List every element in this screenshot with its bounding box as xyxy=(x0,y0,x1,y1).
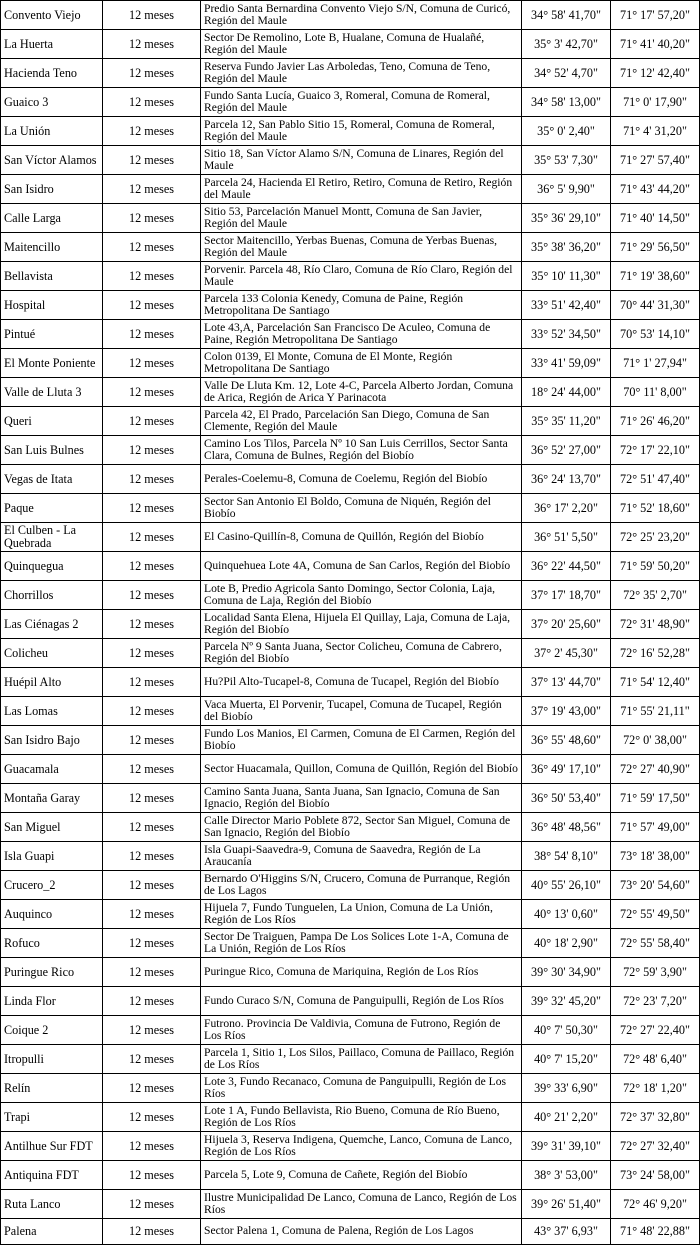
longitude-cell: 71° 48' 22,88" xyxy=(611,1219,700,1245)
address-cell: Lote 1 A, Fundo Bellavista, Rio Bueno, Comuna de Río Bueno, Región de Los Ríos xyxy=(201,1103,522,1132)
table-row xyxy=(1,30,700,59)
longitude-cell: 72° 27' 22,40" xyxy=(611,1016,700,1045)
longitude-cell: 72° 25' 23,20" xyxy=(611,523,700,552)
longitude-cell: 72° 16' 52,28" xyxy=(611,639,700,668)
table-row xyxy=(1,291,700,320)
latitude-cell: 36° 48' 48,56" xyxy=(522,813,611,842)
site-name-cell: Hospital xyxy=(1,291,103,320)
address-cell: Bernardo O'Higgins S/N, Crucero, Comuna de Purranque, Región de Los Lagos xyxy=(201,871,522,900)
table-row xyxy=(1,436,700,465)
longitude-cell: 72° 17' 22,10" xyxy=(611,436,700,465)
latitude-cell: 36° 55' 48,60" xyxy=(522,726,611,755)
latitude-cell: 36° 22' 44,50" xyxy=(522,552,611,581)
longitude-cell: 72° 59' 3,90" xyxy=(611,958,700,987)
sites-table-body xyxy=(1,1,700,1245)
longitude-cell: 72° 55' 58,40" xyxy=(611,929,700,958)
table-row xyxy=(1,349,700,378)
table-row xyxy=(1,1161,700,1190)
duration-cell: 12 meses xyxy=(103,175,201,204)
address-cell: Sector Huacamala, Quillon, Comuna de Quillón, Región del Biobío xyxy=(201,755,522,784)
table-row xyxy=(1,1045,700,1074)
latitude-cell: 40° 7' 50,30" xyxy=(522,1016,611,1045)
longitude-cell: 71° 29' 56,50" xyxy=(611,233,700,262)
duration-cell: 12 meses xyxy=(103,639,201,668)
table-row xyxy=(1,813,700,842)
duration-cell: 12 meses xyxy=(103,262,201,291)
address-cell: Parcela 12, San Pablo Sitio 15, Romeral, Comuna de Romeral, Región del Maule xyxy=(201,117,522,146)
longitude-cell: 71° 27' 57,40" xyxy=(611,146,700,175)
duration-cell: 12 meses xyxy=(103,349,201,378)
latitude-cell: 37° 20' 25,60" xyxy=(522,610,611,639)
address-cell: Sitio 18, San Víctor Alamo S/N, Comuna de Linares, Región del Maule xyxy=(201,146,522,175)
table-row xyxy=(1,88,700,117)
site-name-cell: Convento Viejo xyxy=(1,1,103,30)
table-row xyxy=(1,958,700,987)
site-name-cell: Guaico 3 xyxy=(1,88,103,117)
table-row xyxy=(1,465,700,494)
longitude-cell: 71° 19' 38,60" xyxy=(611,262,700,291)
address-cell: Parcela 133 Colonia Kenedy, Comuna de Paine, Región Metropolitana De Santiago xyxy=(201,291,522,320)
table-row xyxy=(1,320,700,349)
duration-cell: 12 meses xyxy=(103,117,201,146)
duration-cell: 12 meses xyxy=(103,610,201,639)
site-name-cell: Huépil Alto xyxy=(1,668,103,697)
longitude-cell: 72° 27' 40,90" xyxy=(611,755,700,784)
longitude-cell: 71° 57' 49,00" xyxy=(611,813,700,842)
address-cell: Camino Santa Juana, Santa Juana, San Ignacio, Comuna de San Ignacio, Región del Biobío xyxy=(201,784,522,813)
site-name-cell: San Isidro Bajo xyxy=(1,726,103,755)
site-name-cell: El Culben - La Quebrada xyxy=(1,523,103,552)
site-name-cell: El Monte Poniente xyxy=(1,349,103,378)
latitude-cell: 35° 53' 7,30" xyxy=(522,146,611,175)
table-row xyxy=(1,697,700,726)
address-cell: Calle Director Mario Poblete 872, Sector San Miguel, Comuna de San Ignacio, Región del Biobío xyxy=(201,813,522,842)
longitude-cell: 73° 18' 38,00" xyxy=(611,842,700,871)
site-name-cell: Paque xyxy=(1,494,103,523)
site-name-cell: La Huerta xyxy=(1,30,103,59)
address-cell: Valle De Lluta Km. 12, Lote 4-C, Parcela Alberto Jordan, Comuna de Arica, Región de Arica Y Parinacota xyxy=(201,378,522,407)
site-name-cell: Auquinco xyxy=(1,900,103,929)
duration-cell: 12 meses xyxy=(103,291,201,320)
longitude-cell: 70° 44' 31,30" xyxy=(611,291,700,320)
longitude-cell: 73° 24' 58,00" xyxy=(611,1161,700,1190)
latitude-cell: 39° 31' 39,10" xyxy=(522,1132,611,1161)
longitude-cell: 71° 55' 21,11" xyxy=(611,697,700,726)
table-row xyxy=(1,59,700,88)
site-name-cell: Valle de Lluta 3 xyxy=(1,378,103,407)
longitude-cell: 71° 12' 42,40" xyxy=(611,59,700,88)
latitude-cell: 40° 13' 0,60" xyxy=(522,900,611,929)
duration-cell: 12 meses xyxy=(103,552,201,581)
address-cell: Parcela 42, El Prado, Parcelación San Diego, Comuna de San Clemente, Región del Maule xyxy=(201,407,522,436)
site-name-cell: Vegas de Itata xyxy=(1,465,103,494)
longitude-cell: 71° 26' 46,20" xyxy=(611,407,700,436)
site-name-cell: San Luis Bulnes xyxy=(1,436,103,465)
duration-cell: 12 meses xyxy=(103,494,201,523)
latitude-cell: 38° 54' 8,10" xyxy=(522,842,611,871)
latitude-cell: 38° 3' 53,00" xyxy=(522,1161,611,1190)
address-cell: Porvenir. Parcela 48, Río Claro, Comuna de Río Claro, Región del Maule xyxy=(201,262,522,291)
table-row xyxy=(1,175,700,204)
table-row xyxy=(1,1016,700,1045)
latitude-cell: 40° 55' 26,10" xyxy=(522,871,611,900)
address-cell: Fundo Los Manios, El Carmen, Comuna de El Carmen, Región del Biobío xyxy=(201,726,522,755)
table-row xyxy=(1,581,700,610)
address-cell: Fundo Curaco S/N, Comuna de Panguipulli, Región de Los Ríos xyxy=(201,987,522,1016)
address-cell: Parcela Nº 9 Santa Juana, Sector Colicheu, Comuna de Cabrero, Región del Biobío xyxy=(201,639,522,668)
table-row xyxy=(1,552,700,581)
site-name-cell: Relín xyxy=(1,1074,103,1103)
table-row xyxy=(1,784,700,813)
address-cell: Fundo Santa Lucía, Guaico 3, Romeral, Comuna de Romeral, Región del Maule xyxy=(201,88,522,117)
duration-cell: 12 meses xyxy=(103,842,201,871)
longitude-cell: 71° 0' 17,90" xyxy=(611,88,700,117)
longitude-cell: 71° 1' 27,94" xyxy=(611,349,700,378)
duration-cell: 12 meses xyxy=(103,436,201,465)
duration-cell: 12 meses xyxy=(103,813,201,842)
address-cell: Futrono. Provincia De Valdivia, Comuna de Futrono, Región de Los Ríos xyxy=(201,1016,522,1045)
site-name-cell: Chorrillos xyxy=(1,581,103,610)
latitude-cell: 33° 52' 34,50" xyxy=(522,320,611,349)
site-name-cell: Antilhue Sur FDT xyxy=(1,1132,103,1161)
duration-cell: 12 meses xyxy=(103,581,201,610)
longitude-cell: 71° 41' 40,20" xyxy=(611,30,700,59)
duration-cell: 12 meses xyxy=(103,958,201,987)
duration-cell: 12 meses xyxy=(103,900,201,929)
latitude-cell: 36° 50' 53,40" xyxy=(522,784,611,813)
latitude-cell: 37° 2' 45,30" xyxy=(522,639,611,668)
duration-cell: 12 meses xyxy=(103,146,201,175)
duration-cell: 12 meses xyxy=(103,1,201,30)
table-row xyxy=(1,1190,700,1219)
site-name-cell: Pintué xyxy=(1,320,103,349)
table-row xyxy=(1,494,700,523)
table-row xyxy=(1,929,700,958)
site-name-cell: Guacamala xyxy=(1,755,103,784)
table-row xyxy=(1,1103,700,1132)
longitude-cell: 70° 11' 8,00" xyxy=(611,378,700,407)
site-name-cell: Antiquina FDT xyxy=(1,1161,103,1190)
site-name-cell: Ruta Lanco xyxy=(1,1190,103,1219)
latitude-cell: 34° 58' 41,70" xyxy=(522,1,611,30)
address-cell: Sector San Antonio El Boldo, Comuna de Niquén, Región del Biobío xyxy=(201,494,522,523)
address-cell: Camino Los Tilos, Parcela Nº 10 San Luis Cerrillos, Sector Santa Clara, Comuna de Bulnes, Región del Biobío xyxy=(201,436,522,465)
longitude-cell: 70° 53' 14,10" xyxy=(611,320,700,349)
site-name-cell: Colicheu xyxy=(1,639,103,668)
address-cell: Sector De Traiguen, Pampa De Los Solices Lote 1-A, Comuna de La Unión, Región de Los Ríos xyxy=(201,929,522,958)
site-name-cell: Isla Guapi xyxy=(1,842,103,871)
latitude-cell: 33° 41' 59,09" xyxy=(522,349,611,378)
site-name-cell: Itropulli xyxy=(1,1045,103,1074)
latitude-cell: 36° 24' 13,70" xyxy=(522,465,611,494)
address-cell: Lote B, Predio Agricola Santo Domingo, Sector Colonia, Laja, Comuna de Laja, Región del Biobío xyxy=(201,581,522,610)
address-cell: Colon 0139, El Monte, Comuna de El Monte, Región Metropolitana De Santiago xyxy=(201,349,522,378)
duration-cell: 12 meses xyxy=(103,987,201,1016)
latitude-cell: 39° 26' 51,40" xyxy=(522,1190,611,1219)
latitude-cell: 36° 5' 9,90" xyxy=(522,175,611,204)
latitude-cell: 36° 49' 17,10" xyxy=(522,755,611,784)
table-row xyxy=(1,842,700,871)
latitude-cell: 40° 7' 15,20" xyxy=(522,1045,611,1074)
longitude-cell: 72° 46' 9,20" xyxy=(611,1190,700,1219)
site-name-cell: Palena xyxy=(1,1219,103,1245)
latitude-cell: 35° 0' 2,40" xyxy=(522,117,611,146)
longitude-cell: 72° 31' 48,90" xyxy=(611,610,700,639)
address-cell: El Casino-Quillín-8, Comuna de Quillón, Región del Biobío xyxy=(201,523,522,552)
site-name-cell: Rofuco xyxy=(1,929,103,958)
latitude-cell: 35° 10' 11,30" xyxy=(522,262,611,291)
site-name-cell: San Miguel xyxy=(1,813,103,842)
site-name-cell: San Isidro xyxy=(1,175,103,204)
address-cell: Hu?Pil Alto-Tucapel-8, Comuna de Tucapel, Región del Biobío xyxy=(201,668,522,697)
table-row xyxy=(1,523,700,552)
address-cell: Hijuela 3, Reserva Indigena, Quemche, Lanco, Comuna de Lanco, Región de Los Ríos xyxy=(201,1132,522,1161)
duration-cell: 12 meses xyxy=(103,233,201,262)
longitude-cell: 72° 27' 32,40" xyxy=(611,1132,700,1161)
longitude-cell: 72° 55' 49,50" xyxy=(611,900,700,929)
table-row xyxy=(1,204,700,233)
site-name-cell: Hacienda Teno xyxy=(1,59,103,88)
address-cell: Quinquehuea Lote 4A, Comuna de San Carlos, Región del Biobío xyxy=(201,552,522,581)
latitude-cell: 34° 58' 13,00" xyxy=(522,88,611,117)
address-cell: Vaca Muerta, El Porvenir, Tucapel, Comuna de Tucapel, Región del Biobío xyxy=(201,697,522,726)
longitude-cell: 72° 0' 38,00" xyxy=(611,726,700,755)
longitude-cell: 72° 37' 32,80" xyxy=(611,1103,700,1132)
address-cell: Localidad Santa Elena, Hijuela El Quillay, Laja, Comuna de Laja, Región del Biobío xyxy=(201,610,522,639)
duration-cell: 12 meses xyxy=(103,726,201,755)
address-cell: Hijuela 7, Fundo Tunguelen, La Union, Comuna de La Unión, Región de Los Ríos xyxy=(201,900,522,929)
duration-cell: 12 meses xyxy=(103,668,201,697)
table-row xyxy=(1,755,700,784)
latitude-cell: 37° 17' 18,70" xyxy=(522,581,611,610)
site-name-cell: La Unión xyxy=(1,117,103,146)
latitude-cell: 18° 24' 44,00" xyxy=(522,378,611,407)
site-name-cell: Maitencillo xyxy=(1,233,103,262)
latitude-cell: 39° 32' 45,20" xyxy=(522,987,611,1016)
latitude-cell: 33° 51' 42,40" xyxy=(522,291,611,320)
duration-cell: 12 meses xyxy=(103,1103,201,1132)
site-name-cell: Quinquegua xyxy=(1,552,103,581)
table-row xyxy=(1,900,700,929)
table-row xyxy=(1,233,700,262)
duration-cell: 12 meses xyxy=(103,1045,201,1074)
address-cell: Puringue Rico, Comuna de Mariquina, Región de Los Ríos xyxy=(201,958,522,987)
address-cell: Parcela 24, Hacienda El Retiro, Retiro, Comuna de Retiro, Región del Maule xyxy=(201,175,522,204)
longitude-cell: 72° 35' 2,70" xyxy=(611,581,700,610)
address-cell: Parcela 5, Lote 9, Comuna de Cañete, Región del Biobío xyxy=(201,1161,522,1190)
longitude-cell: 73° 20' 54,60" xyxy=(611,871,700,900)
duration-cell: 12 meses xyxy=(103,1190,201,1219)
address-cell: Perales-Coelemu-8, Comuna de Coelemu, Región del Biobío xyxy=(201,465,522,494)
longitude-cell: 72° 48' 6,40" xyxy=(611,1045,700,1074)
duration-cell: 12 meses xyxy=(103,929,201,958)
latitude-cell: 34° 52' 4,70" xyxy=(522,59,611,88)
table-row xyxy=(1,117,700,146)
longitude-cell: 71° 4' 31,20" xyxy=(611,117,700,146)
address-cell: Lote 3, Fundo Recanaco, Comuna de Panguipulli, Región de Los Ríos xyxy=(201,1074,522,1103)
latitude-cell: 36° 51' 5,50" xyxy=(522,523,611,552)
table-row xyxy=(1,610,700,639)
address-cell: Reserva Fundo Javier Las Arboledas, Teno, Comuna de Teno, Región del Maule xyxy=(201,59,522,88)
address-cell: Isla Guapi-Saavedra-9, Comuna de Saavedra, Región de La Araucanía xyxy=(201,842,522,871)
duration-cell: 12 meses xyxy=(103,378,201,407)
site-name-cell: Las Ciénagas 2 xyxy=(1,610,103,639)
duration-cell: 12 meses xyxy=(103,30,201,59)
duration-cell: 12 meses xyxy=(103,1016,201,1045)
longitude-cell: 72° 18' 1,20" xyxy=(611,1074,700,1103)
table-row xyxy=(1,871,700,900)
latitude-cell: 36° 52' 27,00" xyxy=(522,436,611,465)
latitude-cell: 37° 19' 43,00" xyxy=(522,697,611,726)
table-row xyxy=(1,1074,700,1103)
duration-cell: 12 meses xyxy=(103,320,201,349)
duration-cell: 12 meses xyxy=(103,523,201,552)
duration-cell: 12 meses xyxy=(103,407,201,436)
site-name-cell: Crucero_2 xyxy=(1,871,103,900)
duration-cell: 12 meses xyxy=(103,784,201,813)
site-name-cell: Calle Larga xyxy=(1,204,103,233)
longitude-cell: 72° 51' 47,40" xyxy=(611,465,700,494)
duration-cell: 12 meses xyxy=(103,697,201,726)
duration-cell: 12 meses xyxy=(103,88,201,117)
duration-cell: 12 meses xyxy=(103,1132,201,1161)
longitude-cell: 71° 40' 14,50" xyxy=(611,204,700,233)
address-cell: Ilustre Municipalidad De Lanco, Comuna de Lanco, Región de Los Ríos xyxy=(201,1190,522,1219)
table-row xyxy=(1,146,700,175)
duration-cell: 12 meses xyxy=(103,465,201,494)
latitude-cell: 35° 3' 42,70" xyxy=(522,30,611,59)
latitude-cell: 35° 36' 29,10" xyxy=(522,204,611,233)
longitude-cell: 71° 43' 44,20" xyxy=(611,175,700,204)
table-row xyxy=(1,668,700,697)
address-cell: Sector Palena 1, Comuna de Palena, Región de Los Lagos xyxy=(201,1219,522,1245)
latitude-cell: 40° 18' 2,90" xyxy=(522,929,611,958)
longitude-cell: 71° 54' 12,40" xyxy=(611,668,700,697)
table-row xyxy=(1,407,700,436)
table-row xyxy=(1,1132,700,1161)
longitude-cell: 72° 23' 7,20" xyxy=(611,987,700,1016)
longitude-cell: 71° 17' 57,20" xyxy=(611,1,700,30)
duration-cell: 12 meses xyxy=(103,755,201,784)
site-name-cell: Trapi xyxy=(1,1103,103,1132)
table-row xyxy=(1,726,700,755)
latitude-cell: 37° 13' 44,70" xyxy=(522,668,611,697)
duration-cell: 12 meses xyxy=(103,59,201,88)
latitude-cell: 40° 21' 2,20" xyxy=(522,1103,611,1132)
table-row xyxy=(1,639,700,668)
latitude-cell: 35° 38' 36,20" xyxy=(522,233,611,262)
latitude-cell: 39° 33' 6,90" xyxy=(522,1074,611,1103)
latitude-cell: 39° 30' 34,90" xyxy=(522,958,611,987)
latitude-cell: 36° 17' 2,20" xyxy=(522,494,611,523)
site-name-cell: Linda Flor xyxy=(1,987,103,1016)
longitude-cell: 71° 52' 18,60" xyxy=(611,494,700,523)
longitude-cell: 71° 59' 50,20" xyxy=(611,552,700,581)
address-cell: Sector Maitencillo, Yerbas Buenas, Comuna de Yerbas Buenas, Región del Maule xyxy=(201,233,522,262)
duration-cell: 12 meses xyxy=(103,871,201,900)
longitude-cell: 71° 59' 17,50" xyxy=(611,784,700,813)
site-name-cell: Queri xyxy=(1,407,103,436)
site-name-cell: San Víctor Alamos xyxy=(1,146,103,175)
table-row xyxy=(1,262,700,291)
address-cell: Parcela 1, Sitio 1, Los Silos, Paillaco, Comuna de Paillaco, Región de Los Ríos xyxy=(201,1045,522,1074)
table-row xyxy=(1,378,700,407)
site-name-cell: Puringue Rico xyxy=(1,958,103,987)
address-cell: Sitio 53, Parcelación Manuel Montt, Comuna de San Javier, Región del Maule xyxy=(201,204,522,233)
address-cell: Predio Santa Bernardina Convento Viejo S/N, Comuna de Curicó, Región del Maule xyxy=(201,1,522,30)
table-row xyxy=(1,1,700,30)
latitude-cell: 35° 35' 11,20" xyxy=(522,407,611,436)
latitude-cell: 43° 37' 6,93" xyxy=(522,1219,611,1245)
duration-cell: 12 meses xyxy=(103,1161,201,1190)
address-cell: Lote 43,A, Parcelación San Francisco De Aculeo, Comuna de Paine, Región Metropolitana De Santiago xyxy=(201,320,522,349)
duration-cell: 12 meses xyxy=(103,1074,201,1103)
site-name-cell: Las Lomas xyxy=(1,697,103,726)
site-name-cell: Montaña Garay xyxy=(1,784,103,813)
site-name-cell: Bellavista xyxy=(1,262,103,291)
duration-cell: 12 meses xyxy=(103,204,201,233)
table-row xyxy=(1,987,700,1016)
site-name-cell: Coique 2 xyxy=(1,1016,103,1045)
duration-cell: 12 meses xyxy=(103,1219,201,1245)
address-cell: Sector De Remolino, Lote B, Hualane, Comuna de Hualañé, Región del Maule xyxy=(201,30,522,59)
